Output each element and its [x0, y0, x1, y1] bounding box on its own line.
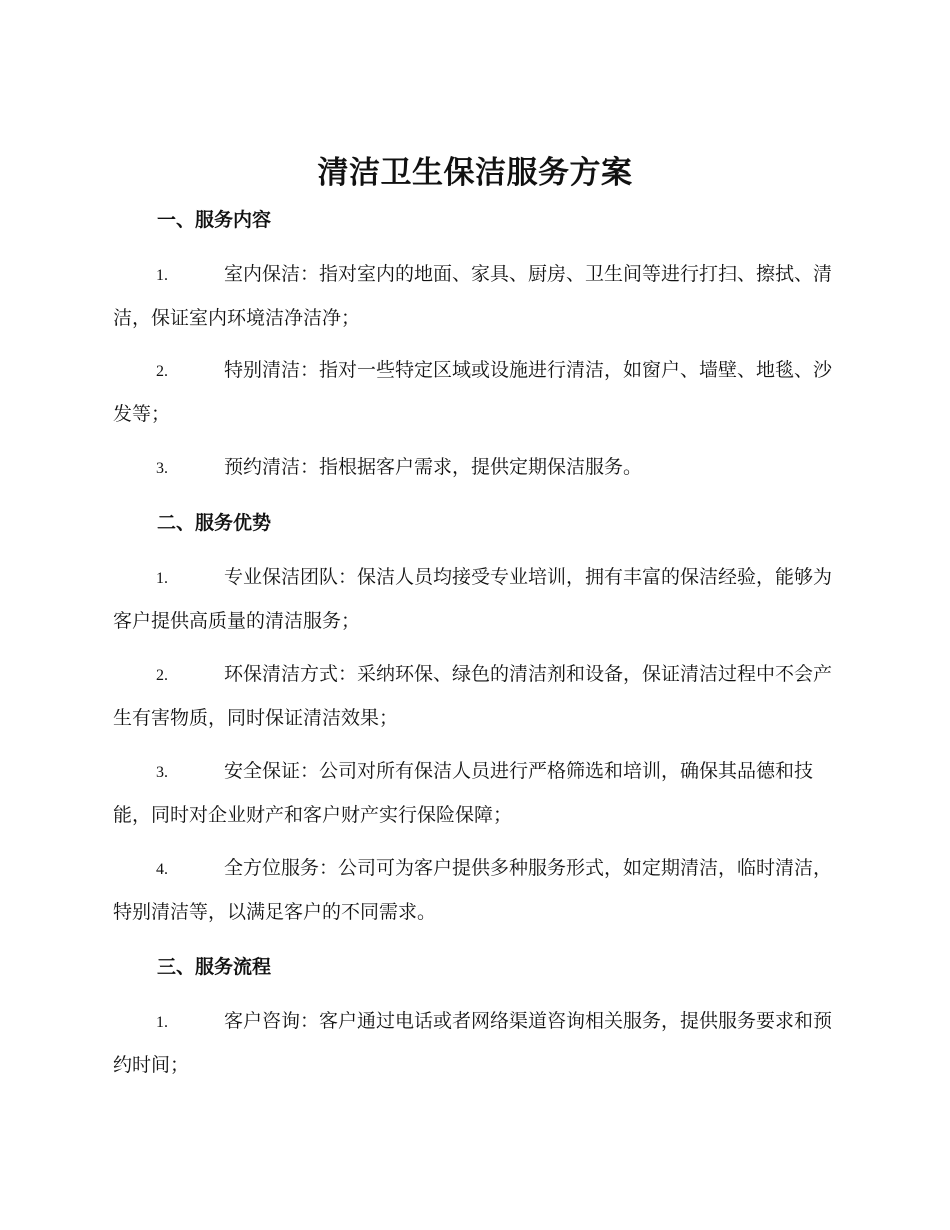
- list-item-number: 1.: [156, 1014, 168, 1031]
- list-item-number: 2.: [156, 667, 168, 684]
- list-item: [113, 1000, 835, 1087]
- list-item-text: 特别清洁：指对一些特定区域或设施进行清洁，如窗户、墙壁、地毯、沙发等；: [113, 359, 833, 425]
- list-item-number: 3.: [156, 460, 168, 477]
- document-title: 清洁卫生保洁服务方案: [317, 155, 633, 191]
- list-item: [113, 556, 835, 643]
- list-item-text: 安全保证：公司对所有保洁人员进行严格筛选和培训，确保其品德和技能，同时对企业财产和客户财产实行保险保障；: [113, 760, 814, 826]
- list-item: [113, 349, 835, 436]
- list-item-number: 1.: [156, 267, 168, 284]
- list-item: [113, 446, 835, 490]
- list-item: [113, 750, 835, 837]
- list-item-number: 1.: [156, 570, 168, 587]
- list-item-number: 3.: [156, 764, 168, 781]
- list-item-text: 环保清洁方式：采纳环保、绿色的清洁剂和设备，保证清洁过程中不会产生有害物质，同时保证清洁效果；: [113, 663, 833, 729]
- section-heading-service-advantages: 二、服务优势: [157, 512, 272, 534]
- list-item-text: 专业保洁团队：保洁人员均接受专业培训，拥有丰富的保洁经验，能够为客户提供高质量的清洁服务；: [113, 566, 833, 632]
- list-item: [113, 653, 835, 740]
- section-heading-service-content: 一、服务内容: [157, 209, 272, 231]
- list-item-number: 2.: [156, 363, 168, 380]
- list-item-text: 预约清洁：指根据客户需求，提供定期保洁服务。: [224, 456, 643, 478]
- list-item-text: 客户咨询：客户通过电话或者网络渠道咨询相关服务，提供服务要求和预约时间；: [113, 1010, 833, 1076]
- list-item-text: 全方位服务：公司可为客户提供多种服务形式，如定期清洁，临时清洁，特别清洁等，以满足客户的不同需求。: [113, 857, 833, 923]
- list-item-text: 室内保洁：指对室内的地面、家具、厨房、卫生间等进行打扫、擦拭、清洁，保证室内环境洁净洁净；: [113, 263, 833, 329]
- list-item: [113, 253, 835, 340]
- list-item: [113, 847, 835, 934]
- section-heading-service-process: 三、服务流程: [157, 956, 272, 978]
- list-item-number: 4.: [156, 861, 168, 878]
